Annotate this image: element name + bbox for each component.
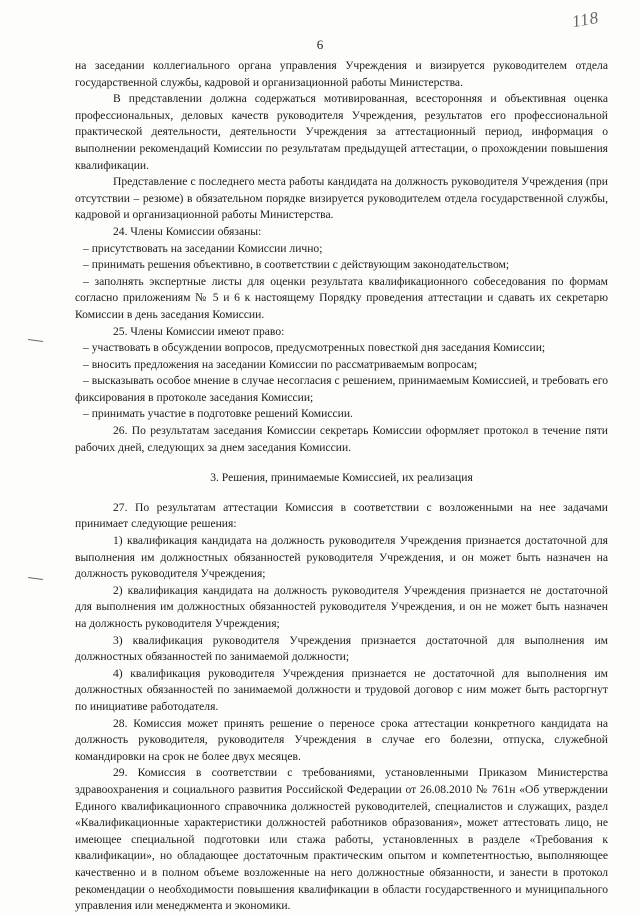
section-heading: 3. Решения, принимаемые Комиссией, их реализация (210, 471, 473, 485)
paragraph: Представление с последнего места работы кандидата на должность руководителя Учреждения (при отсутствии – резюме) в обязательном порядке визируется руководителем отдела государственной службы, кадровой и организационной работы Министерства. (75, 175, 608, 222)
paragraph: В представлении должна содержаться мотивированная, всесторонняя и объективная оценка профессиональных, деловых качеств руководителя Учреждения, результатов его профессиональной практической деятельности, деятельности Учреждения за аттестационный период, информация о выполнении рекомендаций Комиссии по результатам предыдущей аттестации, о прохождении повышения квалификации. (75, 92, 608, 172)
decision-item: 3) квалификация руководителя Учреждения признается достаточной для выполнения им должностных обязанностей по занимаемой должности; (75, 633, 608, 664)
decision-item: 2) квалификация кандидата на должность руководителя Учреждения признается не достаточной для выполнения им должностных обязанностей руководителя Учреждения, и он не может быть назначен на должность руководителя Учреждения; (75, 583, 608, 630)
list-item: – принимать участие в подготовке решений Комиссии. (83, 407, 353, 421)
document-body (75, 58, 608, 915)
list-item: – высказывать особое мнение в случае несогласия с решением, принимаемым Комиссией, и требовать его фиксирования в протоколе заседания Комиссии; (75, 374, 608, 404)
clause-25-heading: 25. Члены Комиссии имеют право: (113, 324, 285, 338)
list-item: – заполнять экспертные листы для оценки результата квалификационного собеседования по формам согласно приложениям № 5 и 6 к настоящему Порядку проведения аттестации и сдавать их секретарю Комиссии в день заседания Комиссии. (75, 274, 608, 321)
margin-tick-mark (28, 577, 43, 580)
list-item: – участвовать в обсуждении вопросов, предусмотренных повесткой дня заседания Комиссии; (83, 341, 546, 355)
clause-24-heading: 24. Члены Комиссии обязаны: (113, 224, 262, 238)
clause-28: 28. Комиссия может принять решение о переносе срока аттестации конкретного кандидата на должность руководителя, руководителя Учреждения в случае его болезни, отпуска, служебной командировки на срок не более двух месяцев. (75, 716, 608, 763)
clause-29: 29. Комиссия в соответствии с требованиями, установленными Приказом Министерства здравоохранения и социального развития Российской Федерации от 26.08.2010 № 761н «Об утверждении Единого квалификационного справочника должностей руководителей, специалистов и служащих, раздел «Квалификационные характеристики должностей работников образования», может аттестовать лицо, не имеющее специальной подготовки или стажа работы, установленных в разделе «Требования к квалификации», но обладающее достаточным практическим опытом и компетентностью, выполняющее качественно и в полном объеме возложенные на него должностные обязанности, и занести в протокол рекомендации о необходимости повышения квалификации в области государственного и муниципального управления или менеджмента и экономики. (75, 766, 608, 913)
paragraph: на заседании коллегиального органа управления Учреждения и визируется руководителем отдела государственной службы, кадровой и организационной работы Министерства. (75, 59, 608, 89)
handwritten-page-mark: 118 (570, 7, 601, 32)
decision-item: 1) квалификация кандидата на должность руководителя Учреждения признается достаточной для выполнения им должностных обязанностей руководителя Учреждения, и он может быть назначен на должность руководителя Учреждения; (75, 534, 608, 581)
list-item: – присутствовать на заседании Комиссии лично; (83, 241, 323, 255)
margin-tick-mark (28, 339, 43, 342)
list-item: – вносить предложения на заседании Комиссии по рассматриваемым вопросам; (83, 357, 478, 371)
decision-item: 4) квалификация руководителя Учреждения признается не достаточной для выполнения им должностных обязанностей по занимаемой должности и трудовой договор с ним может быть расторгнут по инициативе работодателя. (75, 666, 608, 713)
list-item: – принимать решения объективно, в соответствии с действующим законодательством; (83, 258, 510, 272)
page-number: 6 (316, 37, 324, 52)
clause-26: 26. По результатам заседания Комиссии секретарь Комиссии оформляет протокол в течение пяти рабочих дней, следующих за днем заседания Комиссии. (75, 424, 608, 454)
clause-27: 27. По результатам аттестации Комиссия в соответствии с возложенными на нее задачами принимает следующие решения: (75, 500, 608, 531)
